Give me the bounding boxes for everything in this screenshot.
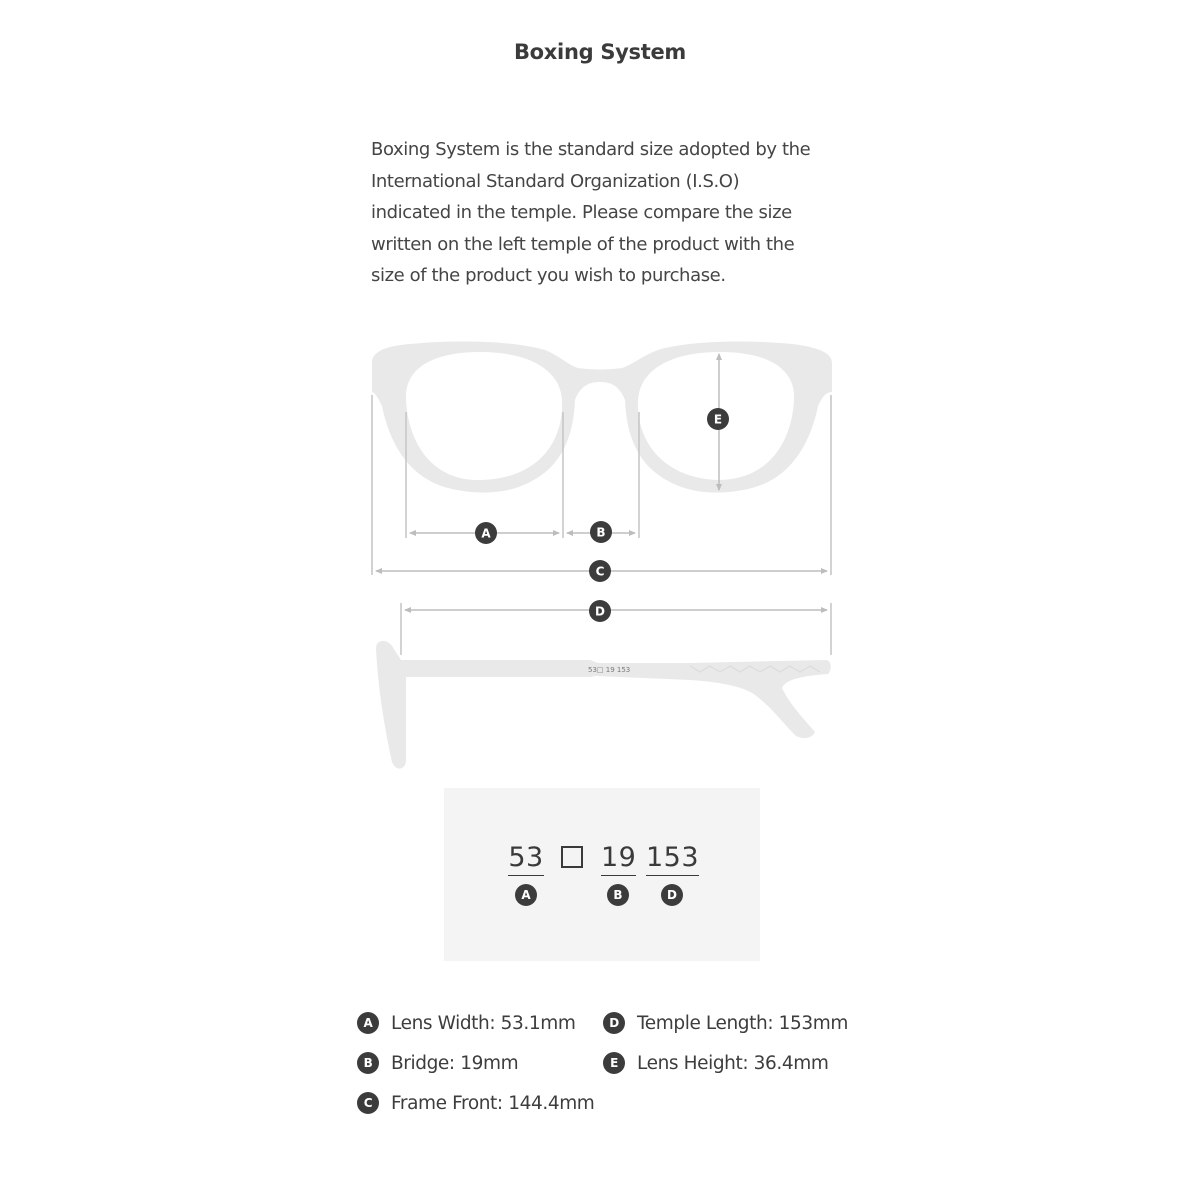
spec-lens-marker: A (515, 884, 537, 906)
spec-temple-value: 153 (646, 842, 699, 876)
legend-label: Lens Width: 53.1mm (391, 1012, 576, 1034)
marker-a (475, 522, 497, 544)
marker-b (590, 521, 612, 543)
legend-marker: D (603, 1012, 625, 1034)
frame-front (372, 342, 832, 493)
spec-temple (646, 842, 698, 906)
marker-e-label: E (713, 412, 723, 427)
temple-side (376, 641, 831, 769)
description-line: Boxing System is the standard size adopted by the (371, 139, 811, 160)
legend-marker: C (357, 1092, 379, 1114)
page-title: Boxing System (513, 40, 687, 64)
spec-bridge-value: 19 (601, 842, 636, 876)
description-line: indicated in the temple. Please compare the size (371, 202, 792, 224)
marker-d-label: D (595, 604, 605, 619)
legend-marker: B (357, 1052, 379, 1074)
legend-item-lens-width (357, 1012, 576, 1034)
legend-marker: E (603, 1052, 625, 1074)
legend-label: Temple Length: 153mm (637, 1012, 848, 1034)
marker-a-label: A (481, 526, 491, 541)
marker-c (589, 560, 611, 582)
spec-bridge (601, 842, 635, 906)
legend-item-bridge (357, 1052, 518, 1074)
spec-bridge-marker: B (607, 884, 629, 906)
legend-marker: A (357, 1012, 379, 1034)
legend-item-frame-front (357, 1092, 594, 1114)
marker-e (707, 408, 729, 430)
marker-b-label: B (596, 525, 606, 540)
legend-item-temple-length (603, 1012, 848, 1034)
legend-label: Frame Front: 144.4mm (391, 1092, 595, 1114)
legend-label: Bridge: 19mm (391, 1052, 519, 1074)
description-line: size of the product you wish to purchase. (371, 265, 726, 287)
legend-label: Lens Height: 36.4mm (637, 1052, 829, 1074)
legend-item-lens-height (603, 1052, 829, 1074)
spec-lens (507, 842, 545, 906)
spec-temple-marker: D (661, 884, 683, 906)
marker-c-label: C (595, 564, 605, 579)
marker-d (589, 600, 611, 622)
temple-size-print: 53□ 19 153 (588, 666, 631, 674)
square-symbol-icon (561, 846, 583, 868)
description-line: International Standard Organization (I.S.O) (371, 170, 740, 192)
description-line: written on the left temple of the product with the (371, 233, 795, 255)
spec-lens-value: 53 (508, 842, 543, 876)
